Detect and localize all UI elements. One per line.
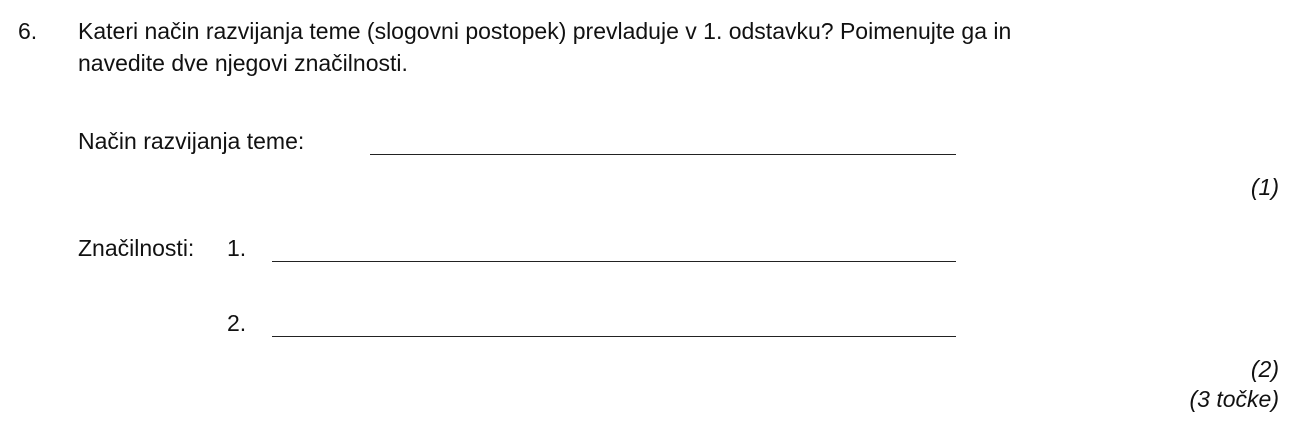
characteristic-2-answer-line[interactable] bbox=[272, 336, 956, 337]
question-number: 6. bbox=[18, 18, 38, 44]
total-points: (3 točke) bbox=[1189, 386, 1279, 412]
method-points: (1) bbox=[1250, 174, 1279, 200]
method-answer-line[interactable] bbox=[370, 154, 956, 155]
characteristic-1-answer-line[interactable] bbox=[272, 261, 956, 262]
question-text-line-2: navedite dve njegovi značilnosti. bbox=[78, 50, 408, 76]
characteristic-2-number: 2. bbox=[227, 310, 247, 336]
characteristic-1-number: 1. bbox=[227, 235, 247, 261]
question-text-line-1: Kateri način razvijanja teme (slogovni postopek) prevladuje v 1. odstavku? Poimenujte ga in bbox=[78, 18, 1012, 44]
method-label: Način razvijanja teme: bbox=[78, 128, 305, 154]
characteristics-points: (2) bbox=[1250, 356, 1279, 382]
characteristics-label: Značilnosti: bbox=[78, 235, 195, 261]
